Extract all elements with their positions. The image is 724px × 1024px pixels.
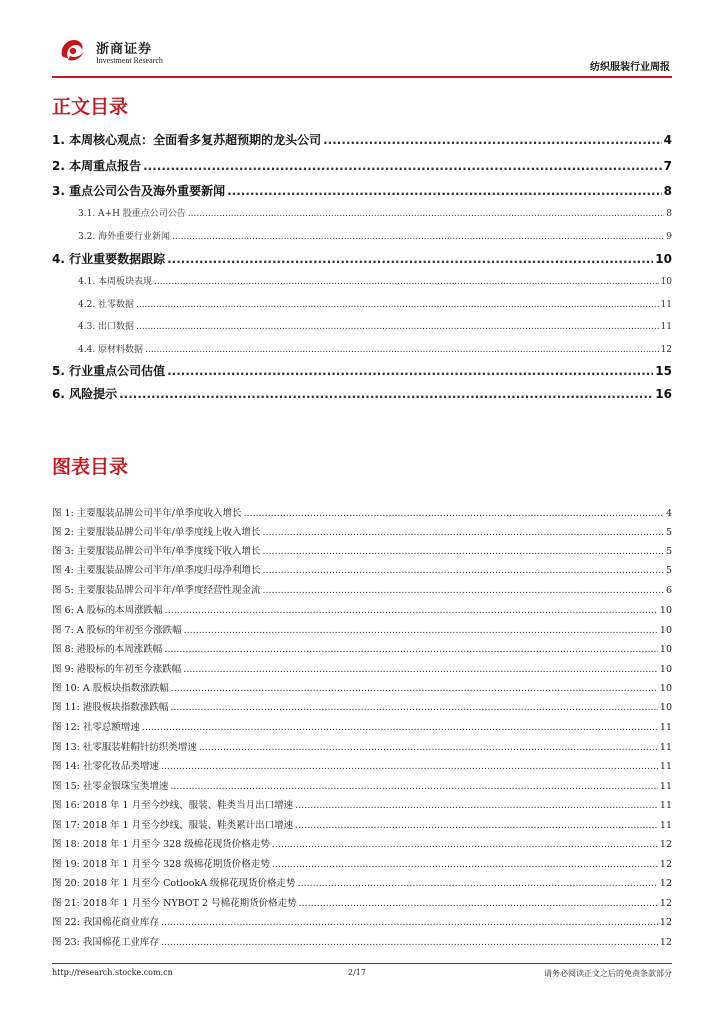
header-divider [52, 76, 672, 78]
figure-entry[interactable]: 图 7: A 股标的年初至今涨跌幅 ..... 10 [52, 622, 672, 635]
toc-subentry[interactable]: 4.2. 社零数据 ..... 11 [78, 297, 672, 309]
figure-entry[interactable]: 图 21: 2018 年 1 月至今 NYBOT 2 号棉花期货价格走势 ..... 12 [52, 895, 672, 908]
figure-entry[interactable]: 图 10: A 股板块指数涨跌幅 ..... 10 [52, 680, 672, 693]
toc-subentry[interactable]: 4.4. 原材料数据 ..... 12 [78, 342, 672, 354]
figure-entry[interactable]: 图 4: 主要服装品牌公司半年/单季度归母净利增长 ..... 5 [52, 562, 672, 575]
figure-entry[interactable]: 图 3: 主要服装品牌公司半年/单季度线下收入增长 ..... 5 [52, 543, 672, 556]
logo-chinese-name: 浙商证券 [96, 42, 153, 57]
figure-entry[interactable]: 图 14: 社零化妆品类增速 ..... 11 [52, 758, 672, 771]
toc-entry[interactable]: 5. 行业重点公司估值 ..... 15 [52, 362, 672, 378]
page-number: 2/17 [348, 968, 366, 977]
toc-subentry[interactable]: 4.1. 本周板块表现 ..... 10 [78, 274, 672, 286]
figure-entry[interactable]: 图 13: 社零服装鞋帽针纺织类增速 ..... 11 [52, 739, 672, 752]
toc-entry[interactable]: 3. 重点公司公告及海外重要新闻 ..... 8 [52, 182, 672, 198]
figure-entry[interactable]: 图 23: 我国棉花工业库存 ..... 12 [52, 934, 672, 947]
report-name: 纺织服装行业周报 [590, 62, 670, 73]
figure-entry[interactable]: 图 1: 主要服装品牌公司半年/单季度收入增长 ..... 4 [52, 505, 672, 518]
figure-entry[interactable]: 图 8: 港股标的本周涨跌幅 ..... 10 [52, 641, 672, 654]
footer-disclaimer: 请务必阅读正文之后的免责条款部分 [544, 969, 672, 978]
logo-english-name: Investment Research [96, 56, 163, 65]
zheshang-logo-icon [58, 36, 86, 64]
footer-divider [52, 963, 672, 964]
figure-entry[interactable]: 图 5: 主要服装品牌公司半年/单季度经营性现金流 ..... 6 [52, 582, 672, 595]
figure-entry[interactable]: 图 20: 2018 年 1 月至今 CotlookA 级棉花现货价格走势 ..... 12 [52, 875, 672, 888]
figure-entry[interactable]: 图 9: 港股标的年初至今涨跌幅 ..... 10 [52, 661, 672, 674]
toc-entry[interactable]: 2. 本周重点报告 ..... 7 [52, 157, 672, 173]
figure-entry[interactable]: 图 11: 港股板块指数涨跌幅 ..... 10 [52, 699, 672, 712]
figure-entry[interactable]: 图 22: 我国棉花商业库存 ..... 12 [52, 914, 672, 927]
figure-entry[interactable]: 图 2: 主要服装品牌公司半年/单季度线上收入增长 ..... 5 [52, 524, 672, 537]
toc-entry[interactable]: 4. 行业重要数据跟踪 ..... 10 [52, 250, 672, 266]
figure-entry[interactable]: 图 6: A 股标的本周涨跌幅 ..... 10 [52, 602, 672, 615]
page-header [52, 28, 672, 76]
figure-entry[interactable]: 图 17: 2018 年 1 月至今纱线、服装、鞋类累计出口增速 ..... 11 [52, 817, 672, 830]
toc-entry[interactable]: 1. 本周核心观点：全面看多复苏超预期的龙头公司 ..... 4 [52, 131, 672, 147]
toc-subentry[interactable]: 4.3. 出口数据 ..... 11 [78, 319, 672, 331]
figures-title: 图表目录 [52, 456, 129, 478]
toc-subentry[interactable]: 3.2. 海外重要行业新闻 ..... 9 [78, 229, 672, 241]
figure-entry[interactable]: 图 19: 2018 年 1 月至今 328 级棉花期货价格走势 ..... 12 [52, 856, 672, 869]
footer-url[interactable]: http://research.stocke.com.cn [52, 968, 173, 977]
figure-entry[interactable]: 图 18: 2018 年 1 月至今 328 级棉花现货价格走势 ..... 12 [52, 836, 672, 849]
toc-subentry[interactable]: 3.1. A+H 股重点公司公告 ..... 8 [78, 206, 672, 218]
toc-entry[interactable]: 6. 风险提示 ..... 16 [52, 385, 672, 401]
toc-title: 正文目录 [52, 96, 129, 118]
figure-entry[interactable]: 图 15: 社零金银珠宝类增速 ..... 11 [52, 778, 672, 791]
figure-entry[interactable]: 图 16: 2018 年 1 月至今纱线、服装、鞋类当月出口增速 ..... 11 [52, 797, 672, 810]
figure-entry[interactable]: 图 12: 社零总额增速 ..... 11 [52, 719, 672, 732]
